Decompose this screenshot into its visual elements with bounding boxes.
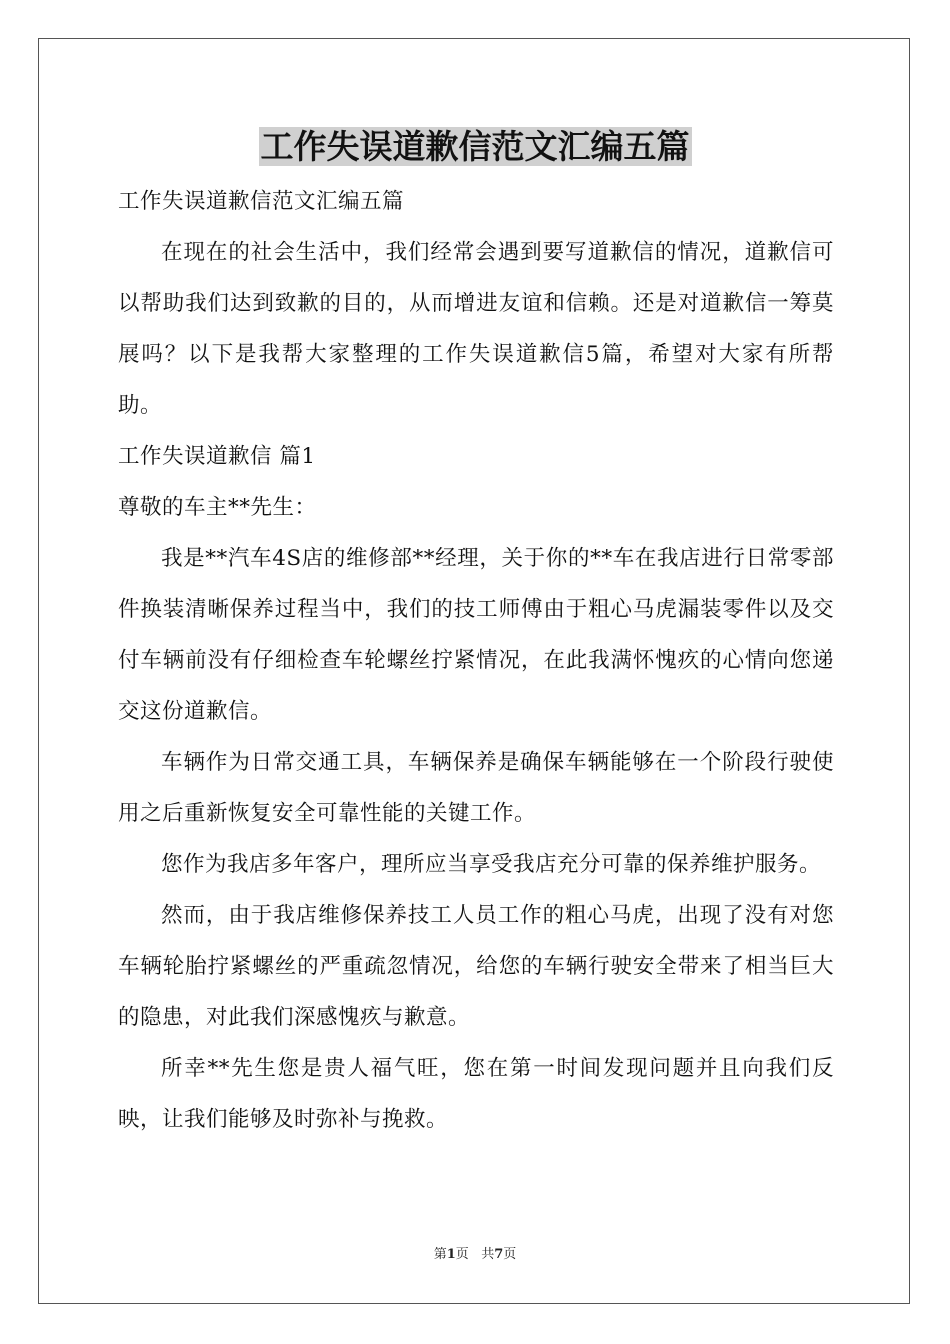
page-prefix: 第 — [433, 1247, 447, 1262]
page-total: 7 — [494, 1247, 504, 1262]
page-current: 1 — [446, 1247, 456, 1262]
total-label: 页 — [503, 1247, 517, 1262]
section-heading: 工作失误道歉信 篇1 — [118, 444, 316, 469]
intro-paragraph: 在现在的社会生活中，我们经常会遇到要写道歉信的情况，道歉信可以帮助我们达到致歉的目的，从而增进友谊和信赖。还是对道歉信一筹莫展吗？以下是我帮大家整理的工作失误道歉信5篇，希望对大家有所帮助。 — [118, 240, 834, 418]
document-body — [118, 176, 834, 1145]
salutation: 尊敬的车主**先生： — [118, 495, 317, 520]
page-label: 页 — [455, 1247, 469, 1262]
body-paragraph: 您作为我店多年客户，理所应当享受我店充分可靠的保养维护服务。 — [161, 852, 822, 877]
body-paragraph: 我是**汽车4S店的维修部**经理，关于你的**车在我店进行日常零部件换装清晰保养过程当中，我们的技工师傅由于粗心马虎漏装零件以及交付车辆前没有仔细检查车轮螺丝拧紧情况，在此我满怀愧疚的心情向您递交这份道歉信。 — [118, 546, 834, 724]
document-title-text: 工作失误道歉信范文汇编五篇 — [260, 127, 690, 166]
body-paragraph: 所幸**先生您是贵人福气旺，您在第一时间发现问题并且向我们反映，让我们能够及时弥补与挽救。 — [118, 1056, 834, 1132]
document-subtitle: 工作失误道歉信范文汇编五篇 — [118, 189, 405, 214]
body-paragraph: 车辆作为日常交通工具，车辆保养是确保车辆能够在一个阶段行驶使用之后重新恢复安全可靠性能的关键工作。 — [118, 750, 834, 826]
document-title — [0, 122, 950, 172]
total-prefix: 共 — [481, 1247, 495, 1262]
page-footer — [0, 1246, 950, 1264]
body-paragraph: 然而，由于我店维修保养技工人员工作的粗心马虎，出现了没有对您车辆轮胎拧紧螺丝的严重疏忽情况，给您的车辆行驶安全带来了相当巨大的隐患，对此我们深感愧疚与歉意。 — [118, 903, 834, 1030]
